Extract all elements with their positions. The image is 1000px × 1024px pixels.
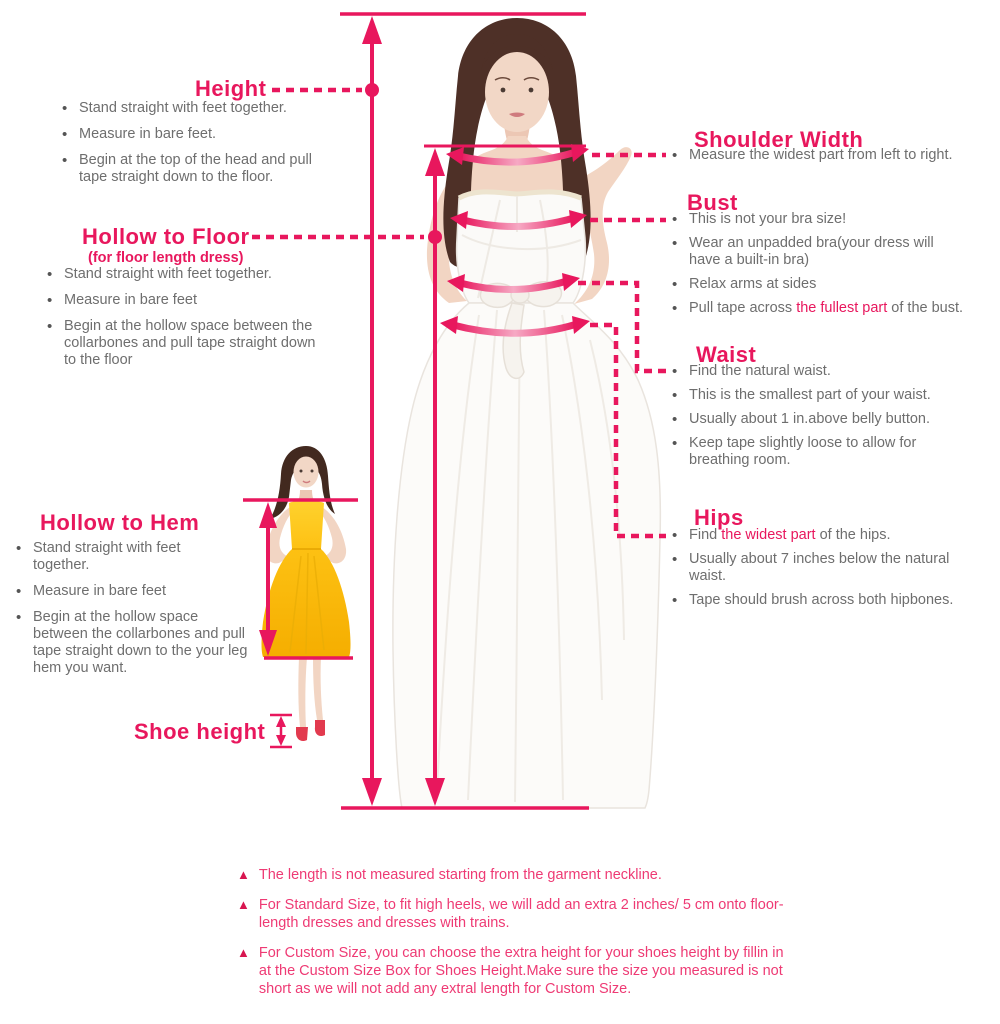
height-section-title: Height (195, 76, 267, 101)
list-item: • This is the smallest part of your waist. (670, 387, 988, 404)
warning-triangle-icon: ▲ (237, 945, 250, 960)
list-item: • Usually about 1 in.above belly button. (670, 411, 988, 428)
shoe-height-title: Shoe height (134, 719, 266, 744)
list-item: • Measure in bare feet (45, 292, 317, 309)
note-item (237, 944, 797, 998)
note-item (237, 896, 797, 932)
bust-section-title: Bust (687, 190, 738, 215)
list-item: • Tape should brush across both hipbones. (670, 592, 992, 609)
list-item: • Measure in bare feet. (60, 126, 318, 143)
list-item: • Begin at the hollow space between the collarbones and pull tape straight down to the your leg hem you want. (14, 609, 254, 677)
notes-section (237, 866, 797, 1010)
shoe-height-arrow (270, 715, 292, 747)
hollow-to-hem-bullets (14, 540, 254, 686)
bust-bullets (670, 211, 992, 324)
list-item: • This is not your bra size! (670, 211, 992, 228)
note-item (237, 866, 797, 884)
hollow-to-hem-title: Hollow to Hem (40, 510, 200, 535)
note-text: For Custom Size, you can choose the extra height for your shoes height by fillin in at the Custom Size Box for Shoes Height.Make sure the size you measured is not short as we will not add any extral length for Custom Size. (258, 945, 784, 997)
list-item: • Stand straight with feet together. (45, 266, 317, 283)
list-item: • Stand straight with feet together. (14, 540, 254, 574)
hips-section-title: Hips (694, 505, 744, 530)
knee-length-model (262, 446, 351, 741)
waist-bullets (670, 363, 988, 476)
hollow-to-floor-title: Hollow to Floor (82, 224, 250, 249)
shoulder-section-title: Shoulder Width (694, 127, 864, 152)
note-text: The length is not measured starting from the garment neckline. (258, 867, 662, 883)
waist-section-title: Waist (696, 342, 757, 367)
height-bullets (60, 100, 318, 195)
list-item: • Wear an unpadded bra(your dress will have a built-in bra) (670, 235, 992, 269)
list-item: • Begin at the top of the head and pull tape straight down to the floor. (60, 152, 318, 186)
shoulder-bullets (670, 147, 1000, 171)
height-arrow (362, 16, 382, 806)
hollow-to-floor-bullets (45, 266, 317, 378)
warning-triangle-icon: ▲ (237, 897, 250, 912)
hollow-to-floor-subtitle: (for floor length dress) (88, 250, 244, 266)
note-text: For Standard Size, to fit high heels, we will add an extra 2 inches/ 5 cm onto floor-length dresses and dresses with trains. (258, 897, 784, 931)
list-item: • Measure in bare feet (14, 583, 254, 600)
list-item: • Begin at the hollow space between the collarbones and pull tape straight down to the floor (45, 318, 317, 369)
hips-bullets (670, 527, 992, 616)
list-item: • Relax arms at sides (670, 276, 992, 293)
list-item: • Pull tape across the fullest part of the bust. (670, 300, 992, 317)
list-item: • Usually about 7 inches below the natural waist. (670, 551, 992, 585)
list-item: • Find the natural waist. (670, 363, 988, 380)
list-item: • Keep tape slightly loose to allow for breathing room. (670, 435, 988, 469)
list-item: • Measure the widest part from left to right. (670, 147, 1000, 164)
list-item: • Stand straight with feet together. (60, 100, 318, 117)
warning-triangle-icon: ▲ (237, 867, 250, 882)
list-item: • Find the widest part of the hips. (670, 527, 992, 544)
